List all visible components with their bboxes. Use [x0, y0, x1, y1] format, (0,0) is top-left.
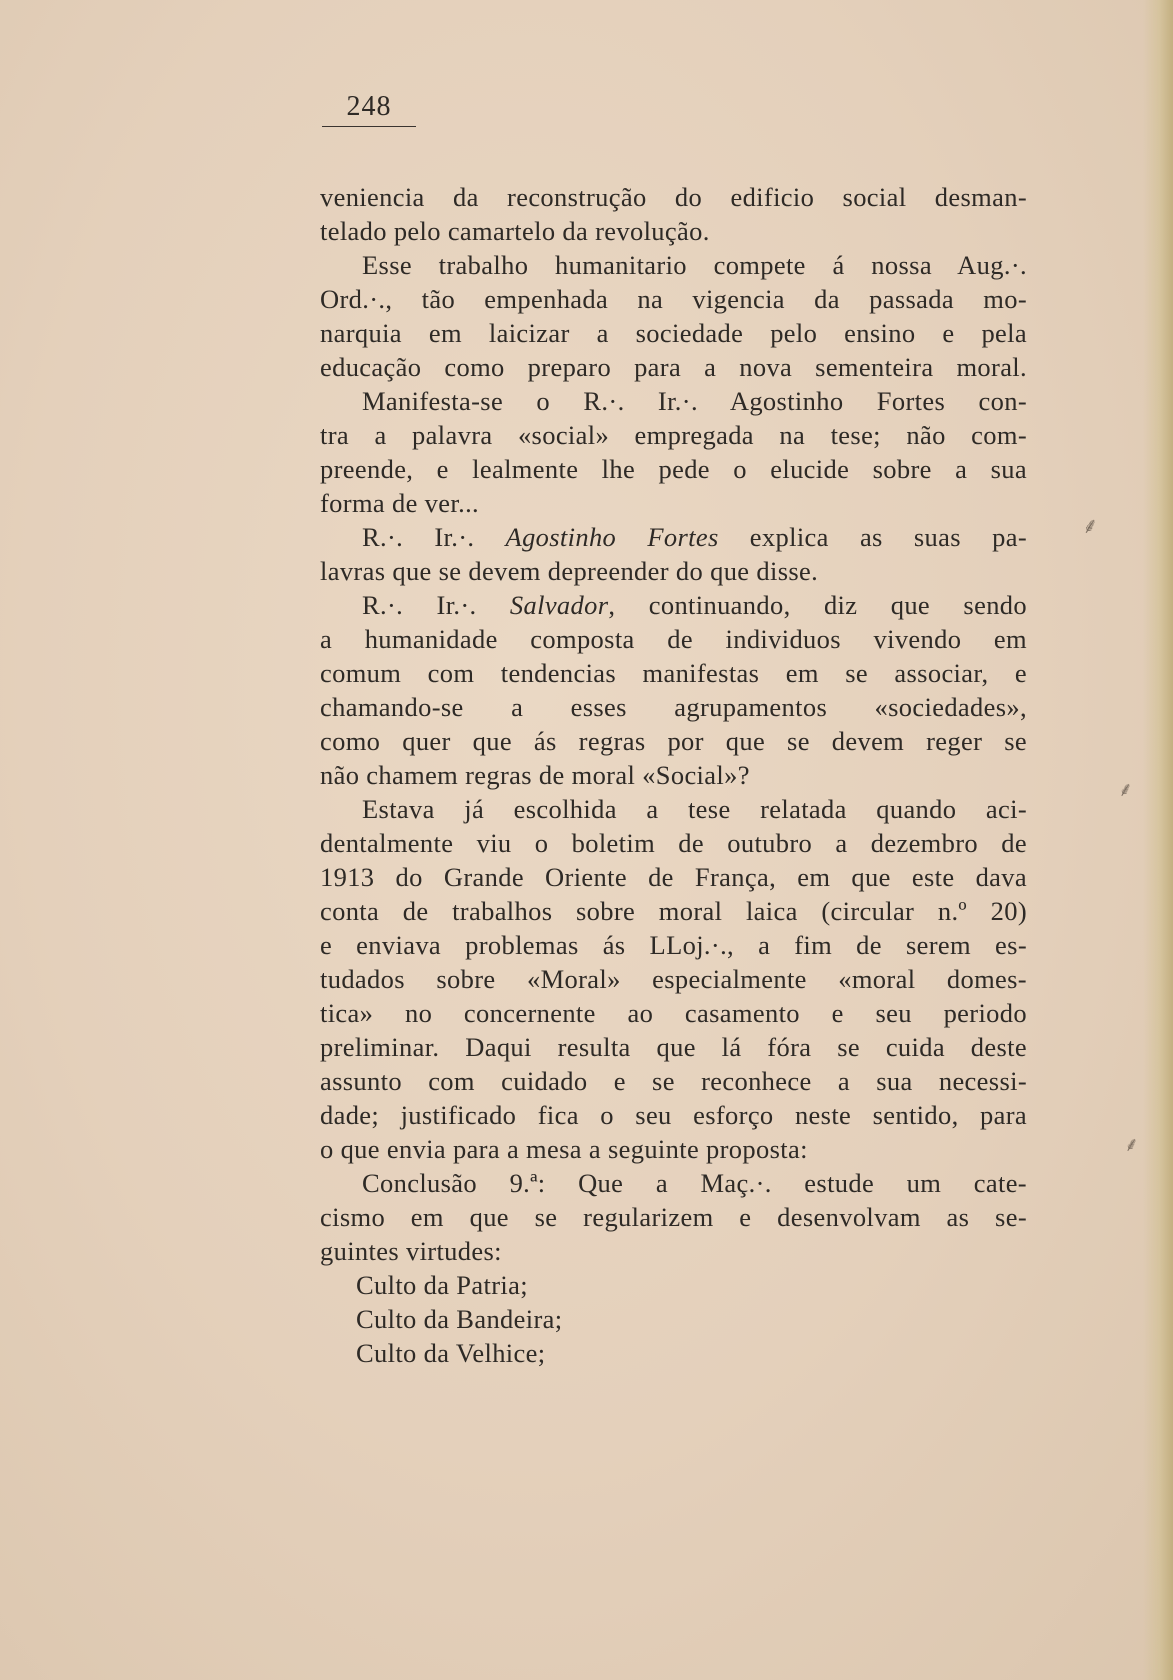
- italic-name: Salvador: [509, 590, 609, 620]
- text-line: assunto com cuidado e se reconhece a sua necessi-: [320, 1066, 1027, 1096]
- text-segment: explica as suas pa-: [718, 522, 1027, 552]
- text-line: chamando-se a esses agrupamentos «sociedades»,: [320, 692, 1027, 722]
- text-line: Ord.·., tão empenhada na vigencia da passada mo-: [320, 284, 1027, 314]
- text-line: comum com tendencias manifestas em se associar, e: [320, 658, 1027, 688]
- text-line: dentalmente viu o boletim de outubro a dezembro de: [320, 828, 1027, 858]
- text-line: lavras que se devem depreender do que disse.: [320, 556, 819, 586]
- text-line: como quer que ás regras por que se devem reger se: [320, 726, 1027, 756]
- text-line: veniencia da reconstrução do edificio social desman-: [320, 182, 1027, 212]
- text-line: conta de trabalhos sobre moral laica (circular n.º 20): [320, 896, 1027, 926]
- text-segment: R.·. Ir.·.: [362, 522, 506, 552]
- text-line: a humanidade composta de individuos vivendo em: [320, 624, 1027, 654]
- body-text: [320, 180, 1027, 1370]
- text-line: telado pelo camartelo da revolução.: [320, 216, 710, 246]
- text-line: Culto da Velhice;: [356, 1338, 546, 1368]
- text-line: tudados sobre «Moral» especialmente «moral domes-: [320, 964, 1027, 994]
- text-line: guintes virtudes:: [320, 1236, 502, 1266]
- text-line: Estava já escolhida a tese relatada quando aci-: [362, 794, 1027, 824]
- text-line: dade; justificado fica o seu esforço neste sentido, para: [320, 1100, 1027, 1130]
- text-line: e enviava problemas ás LLoj.·., a fim de serem es-: [320, 930, 1027, 960]
- text-line: forma de ver...: [320, 488, 480, 518]
- text-line: [320, 520, 1027, 554]
- text-line: preliminar. Daqui resulta que lá fóra se cuida deste: [320, 1032, 1027, 1062]
- text-line: Culto da Bandeira;: [356, 1304, 563, 1334]
- text-line: não chamem regras de moral «Social»?: [320, 760, 750, 790]
- text-segment: , continuando, diz que sendo: [608, 590, 1027, 620]
- text-line: preende, e lealmente lhe pede o elucide sobre a sua: [320, 454, 1027, 484]
- margin-mark-icon: ⸙: [1082, 514, 1099, 539]
- margin-mark-icon: ⸙: [1124, 1132, 1139, 1156]
- text-line: Culto da Patria;: [356, 1270, 528, 1300]
- text-line: Esse trabalho humanitario compete á nossa Aug.·.: [362, 250, 1027, 280]
- text-line: 1913 do Grande Oriente de França, em que este dava: [320, 862, 1027, 892]
- text-segment: R.·. Ir.·.: [362, 590, 510, 620]
- text-line: educação como preparo para a nova sementeira moral.: [320, 352, 1027, 382]
- margin-mark-icon: ⸙: [1118, 777, 1133, 801]
- text-line: o que envia para a mesa a seguinte proposta:: [320, 1134, 808, 1164]
- text-line: Manifesta-se o R.·. Ir.·. Agostinho Fortes con-: [362, 386, 1027, 416]
- text-line: cismo em que se regularizem e desenvolvam as se-: [320, 1202, 1027, 1232]
- italic-name: Agostinho Fortes: [505, 522, 719, 552]
- page-number: 248: [322, 90, 416, 127]
- text-line: Conclusão 9.ª: Que a Maç.·. estude um cate-: [362, 1168, 1027, 1198]
- text-line: tica» no concernente ao casamento e seu periodo: [320, 998, 1027, 1028]
- text-line: narquia em laicizar a sociedade pelo ensino e pela: [320, 318, 1027, 348]
- text-line: tra a palavra «social» empregada na tese; não com-: [320, 420, 1027, 450]
- text-line: [320, 588, 1027, 622]
- page-edge-shadow: [1143, 0, 1173, 1680]
